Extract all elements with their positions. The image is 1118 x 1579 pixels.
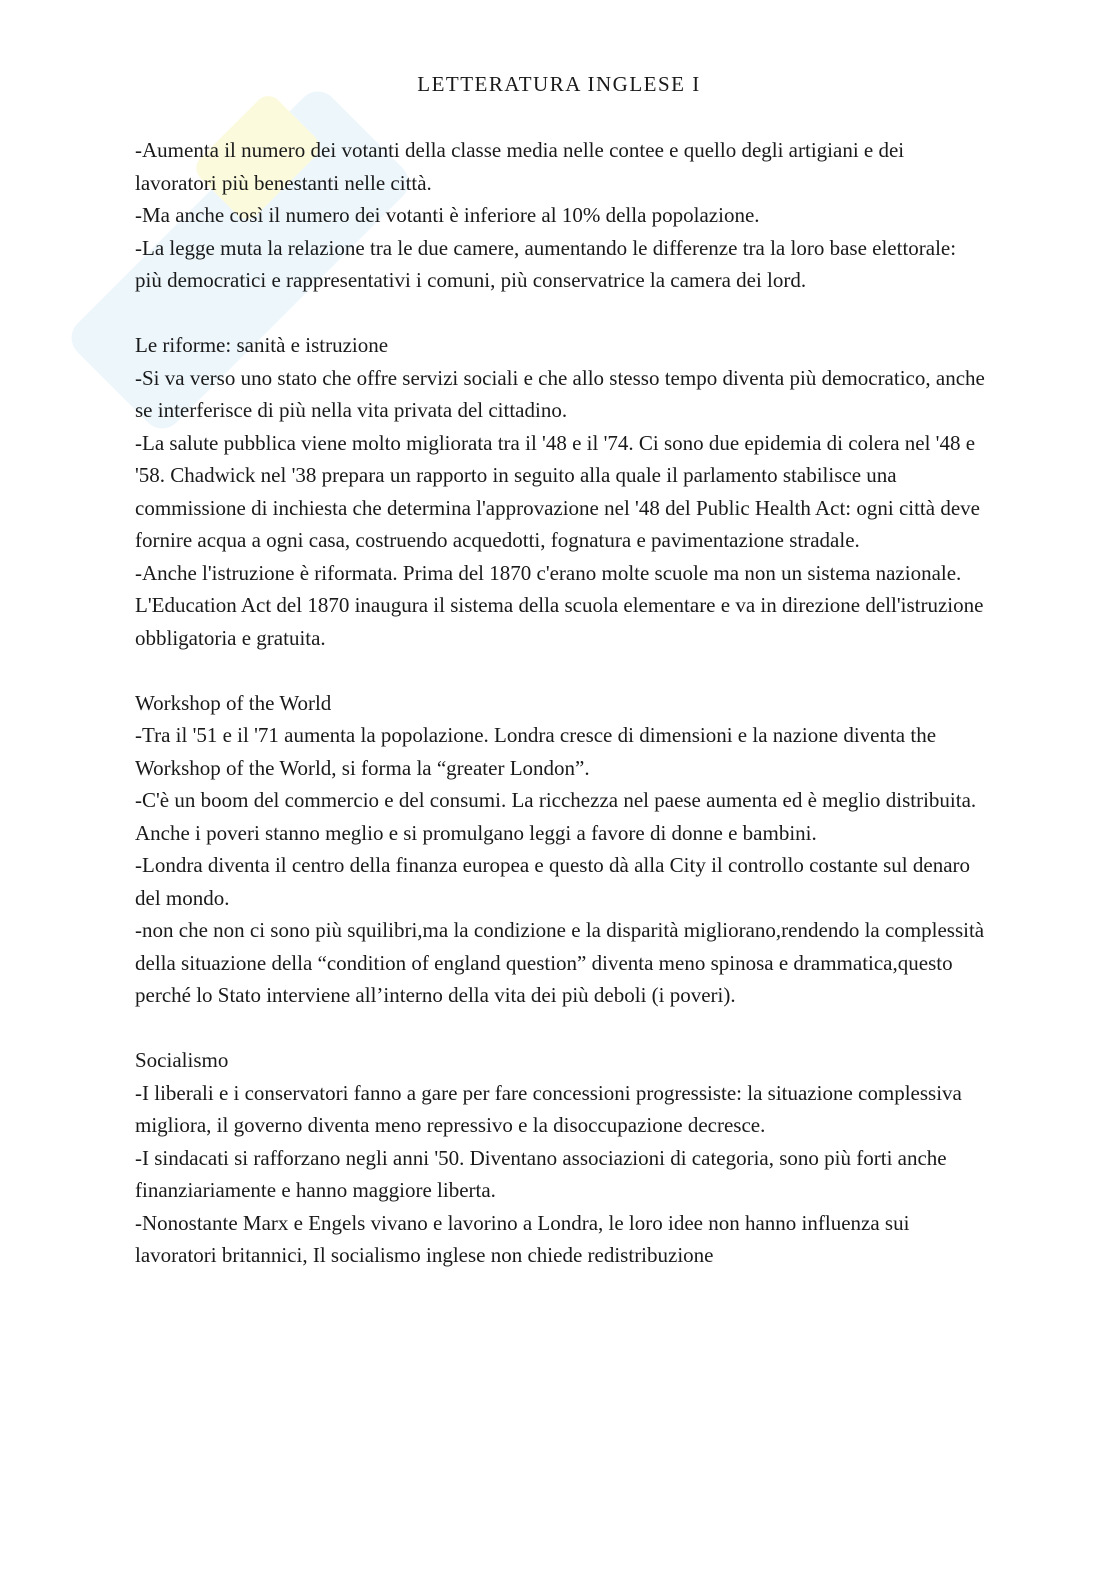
intro-paragraph: -Ma anche così il numero dei votanti è inferiore al 10% della popolazione. (135, 203, 760, 227)
section-paragraph: -Anche l'istruzione è riformata. Prima del 1870 c'erano molte scuole ma non un sistema nazionale. L'Education Act del 1870 inaugura il sistema della scuola elementare e va in direzione dell'istruzione obbligatoria e gratuita. (135, 560, 984, 650)
page-title: LETTERATURA INGLESE I (417, 72, 701, 96)
section-paragraph: -Nonostante Marx e Engels vivano e lavorino a Londra, le loro idee non hanno influenza sui lavoratori britannici, Il socialismo inglese non chiede redistribuzione (135, 1210, 910, 1267)
section-paragraph: -Tra il '51 e il '71 aumenta la popolazione. Londra cresce di dimensioni e la nazione diventa the Workshop of the World, si forma la “greater London”. (135, 723, 937, 780)
section-paragraph: -La salute pubblica viene molto migliorata tra il '48 e il '74. Ci sono due epidemia di colera nel '48 e '58. Chadwick nel '38 prepara un rapporto in seguito alla quale il parlamento stabilisce una commissione di inchiesta che determina l'approvazione nel '48 del Public Health Act: ogni città deve fornire acqua a ogni casa, costruendo acquedotti, fognatura e pavimentazione stradale. (135, 430, 980, 552)
section-gap (135, 1012, 985, 1045)
section-gap (135, 297, 985, 330)
intro-paragraph: -Aumenta il numero dei votanti della classe media nelle contee e quello degli artigiani e dei lavoratori più benestanti nelle città. (135, 138, 905, 195)
section-paragraph: -C'è un boom del commercio e del consumi. La ricchezza nel paese aumenta ed è meglio distribuita. Anche i poveri stanno meglio e si promulgano leggi a favore di donne e bambini. (135, 788, 977, 845)
section-paragraph: -non che non ci sono più squilibri,ma la condizione e la disparità migliorano,rendendo la complessità della situazione della “condition of england question” diventa meno spinosa e drammatica,questo perché lo Stato interviene all’interno della vita dei più deboli (i poveri). (135, 918, 985, 1007)
section-paragraph: -Si va verso uno stato che offre servizi sociali e che allo stesso tempo diventa più democratico, anche se interferisce di più nella vita privata del cittadino. (135, 365, 985, 422)
intro-paragraph: -La legge muta la relazione tra le due camere, aumentando le differenze tra la loro base elettorale: più democratici e rappresentativi i comuni, più conservatrice la camera dei lord. (135, 235, 957, 292)
section-heading: Socialismo (135, 1048, 229, 1072)
section-heading: Le riforme: sanità e istruzione (135, 333, 389, 357)
document-body (135, 134, 985, 1272)
section-paragraph: -I liberali e i conservatori fanno a gare per fare concessioni progressiste: la situazione complessiva migliora, il governo diventa meno repressivo e la disoccupazione decresce. (135, 1080, 962, 1137)
section-gap (135, 654, 985, 687)
section-paragraph: -I sindacati si rafforzano negli anni '50. Diventano associazioni di categoria, sono più forti anche finanziariamente e hanno maggiore liberta. (135, 1145, 947, 1202)
section-paragraph: -Londra diventa il centro della finanza europea e questo dà alla City il controllo costante sul denaro del mondo. (135, 853, 971, 910)
section-heading: Workshop of the World (135, 690, 332, 715)
